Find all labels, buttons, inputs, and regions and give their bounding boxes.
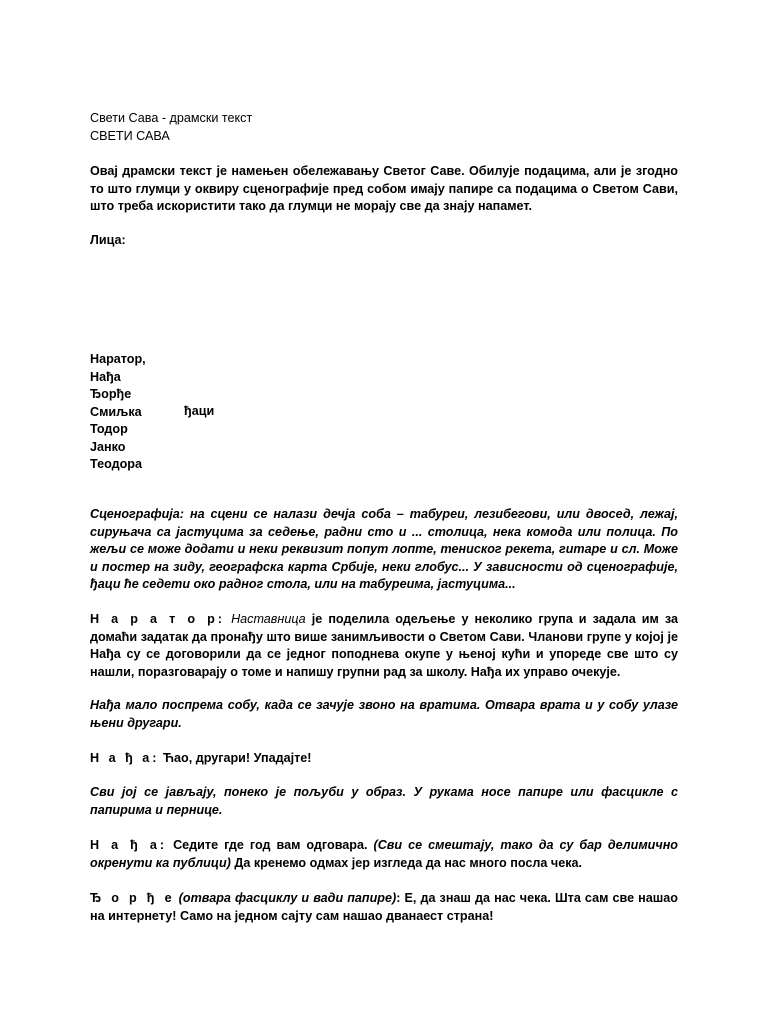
dialogue-line <box>90 890 678 925</box>
cast-name: Смиљка <box>90 404 142 419</box>
stage-direction-inline: (отвара фасциклу и вади папире) <box>174 891 397 905</box>
dialogue-line <box>90 837 678 872</box>
cast-name: Нађа <box>90 369 121 384</box>
cast-name: Ђорђе <box>90 387 132 401</box>
narrator-paragraph <box>90 611 678 681</box>
cast-heading: Лица: <box>90 233 126 247</box>
cast-name: Тодор <box>90 422 128 436</box>
dialogue-text: Ћао, другари! Упадајте! <box>159 751 312 765</box>
dialogue-text: Да кренемо одмах јер изгледа да нас много посла чека. <box>230 855 583 870</box>
speaker-label: Н а ђ а: <box>90 838 168 852</box>
stage-direction: Сви јој се јављају, понеко је пољуби у образ. У рукама носе папире или фасцикле с папирима и пернице. <box>90 785 678 817</box>
dialogue-text: : Е, да знаш да нас чека. Шта сам све нашао на интернету! Само на једном сајту сам нашао дванаест страна! <box>90 891 678 923</box>
emphasized-word: Наставница <box>231 612 306 626</box>
pupils-label: ђаци <box>184 404 215 418</box>
speaker-label: Н а ђ а: <box>90 751 160 765</box>
intro-paragraph: Овај драмски текст је намењен обележавању Светог Саве. Обилује подацима, али је згодно то што глумци у оквиру сценографије пред собом имају папире са подацима о Светом Сави, што треба искористити тако да глумци не морају све да знају напамет. <box>90 164 678 213</box>
cast-name: Наратор, <box>90 352 146 366</box>
cast-name: Јанко <box>90 439 126 454</box>
dialogue-text: Седите где год вам одговара. <box>167 838 374 852</box>
stage-direction: Нађа мало поспрема собу, када се зачује звоно на вратима. Отвара врата и у собу улазе њени другари. <box>90 698 678 730</box>
narrator-text: је поделила одељење у неколико група и задала им за домаћи задатак да пронађу што више занимљивости о Светом Сави. Чланови групе у којој је Нађа су се договорили да се једног поподнева окупе у њеној кући и упореде све што су нашли, поразговарају о томе и напишу групни рад за школу. Нађа их управо очекује. <box>90 612 679 679</box>
speaker-label: Н а р а т о р: <box>90 612 225 626</box>
dialogue-line <box>90 750 678 768</box>
speaker-label: Ђ о р ђ е <box>90 891 175 905</box>
stage-direction-inline: (Сви се смештају, тако да су бар делимично окренути ка публици) <box>90 838 678 870</box>
play-title: СВЕТИ САВА <box>90 129 170 143</box>
cast-list <box>90 351 146 474</box>
cast-name: Теодора <box>90 457 142 471</box>
scenography-paragraph: Сценографија: на сцени се налази дечја соба – табуреи, лезибегови, или двосед, лежај, сируњача са јастуцима за седење, радни сто и ... столица, нека комода или полица. По жељи се може додати и неки реквизит попут лопте, тениског рекета, гитаре и сл. Може и постер на зиду, географска карта Србије, неки глобус... У зависности од сценографије, ђаци ће седети око радног стола, или на табуреима, јастуцима... <box>90 507 678 591</box>
document-title: Свети Сава - драмски текст <box>90 111 253 125</box>
